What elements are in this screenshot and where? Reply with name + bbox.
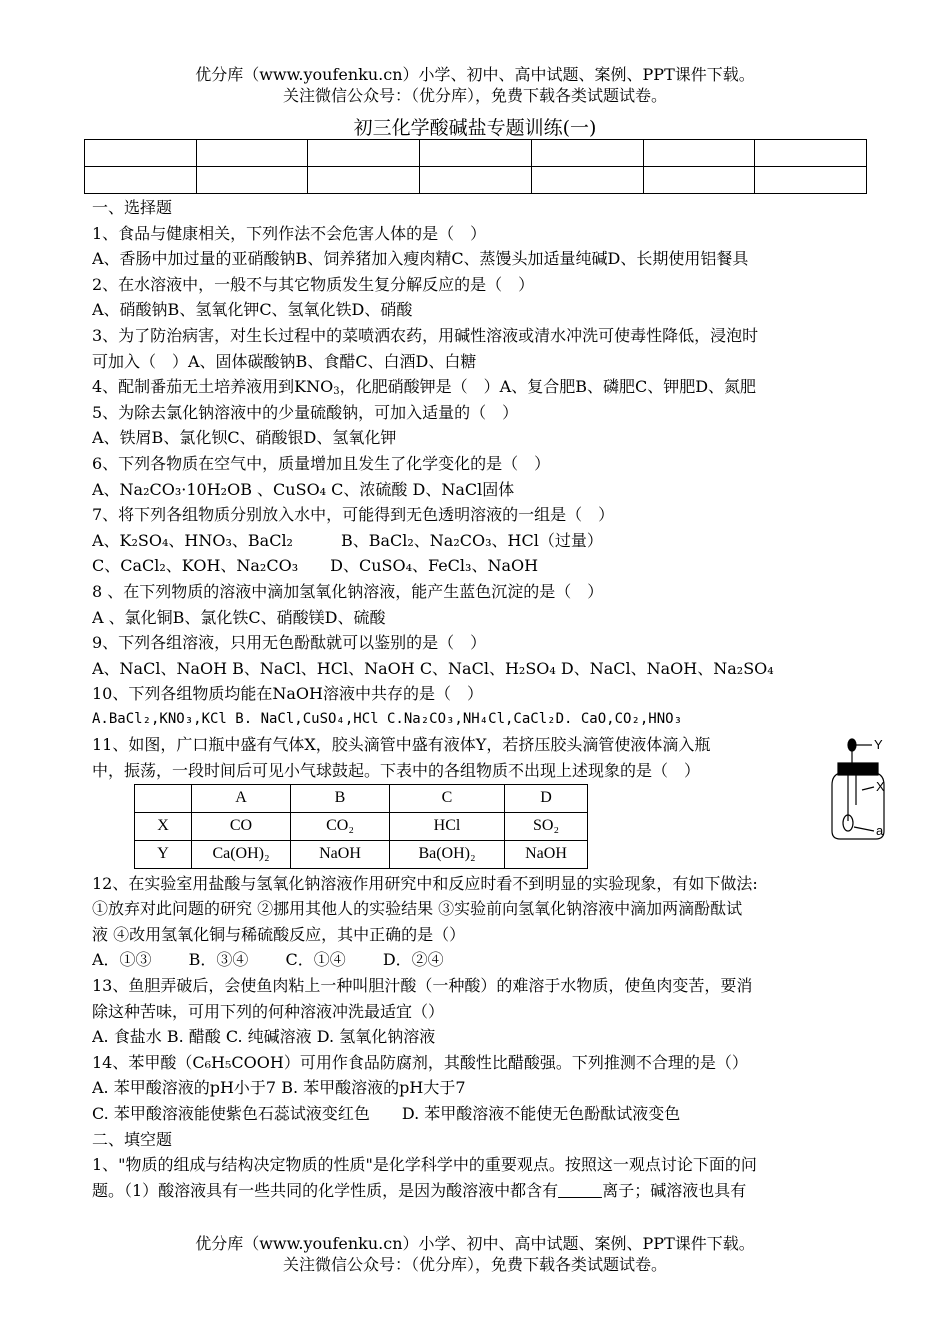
score-cell[interactable] — [420, 167, 532, 194]
score-cell[interactable] — [196, 167, 308, 194]
question-12: 12、在实验室用盐酸与氢氧化钠溶液作用研究中和反应时看不到明显的实验现象，有如下做法: — [92, 873, 758, 893]
question-4-text: 4、配制番茄无土培养液用到KNO — [92, 377, 334, 397]
score-cell[interactable] — [308, 167, 420, 194]
table-cell: C — [390, 784, 505, 812]
table-cell: HCl — [390, 812, 505, 840]
table-row — [135, 840, 588, 868]
table-cell: Ba(OH)₂ — [390, 840, 505, 868]
question-13: 13、鱼胆弄破后，会使鱼肉粘上一种叫胆汁酸（一种酸）的难溶于水物质，使鱼肉变苦，要消 — [92, 976, 753, 996]
question-9-options: A、NaCl、NaOH B、NaCl、HCl、NaOH C、NaCl、H₂SO₄ D、NaCl、NaOH、Na₂SO₄ — [92, 658, 774, 678]
header-line-1: 优分库（www.youfenku.cn）小学、初中、高中试题、案例、PPT课件下载。 — [195, 65, 755, 84]
score-table — [84, 139, 867, 194]
fill-question-1: 1、"物质的组成与结构决定物质的性质"是化学科学中的重要观点。按照这一观点讨论下面的问 — [92, 1155, 757, 1175]
question-2-options: A、硝酸钠B、氢氧化钾C、氢氧化铁D、硝酸 — [92, 300, 413, 320]
footer-line-2: 关注微信公众号：（优分库），免费下载各类试题试卷。 — [282, 1255, 667, 1274]
table-cell — [135, 784, 192, 812]
page-footer — [0, 1233, 950, 1275]
question-3-options: 可加入（ ）A、固体碳酸钠B、食醋C、白酒D、白糖 — [92, 351, 477, 371]
answer-blank[interactable] — [558, 1183, 602, 1198]
dropper-bulb — [848, 739, 856, 751]
footer-line-1: 优分库（www.youfenku.cn）小学、初中、高中试题、案例、PPT课件下载。 — [195, 1234, 755, 1253]
score-cell[interactable] — [531, 167, 643, 194]
question-1-options: A、香肠中加过量的亚硝酸钠B、饲养猪加入瘦肉精C、蒸馒头加适量纯碱D、长期使用铝餐具 — [92, 249, 749, 269]
table-cell: D — [505, 784, 588, 812]
score-cell[interactable] — [643, 140, 755, 167]
question-5-options: A、铁屑B、氯化钡C、硝酸银D、氢氧化钾 — [92, 428, 397, 448]
question-11-table — [134, 784, 588, 869]
score-cell[interactable] — [643, 167, 755, 194]
table-cell: B — [291, 784, 390, 812]
question-9: 9、下列各组溶液，只用无色酚酞就可以鉴别的是（ ） — [92, 633, 487, 653]
score-cell[interactable] — [531, 140, 643, 167]
question-10: 10、下列各组物质均能在NaOH溶液中共存的是（ ） — [92, 684, 483, 704]
score-row — [85, 167, 867, 194]
question-12-cont-2: 液 ④改用氢氧化铜与稀硫酸反应，其中正确的是（） — [92, 924, 466, 944]
header-line-2: 关注微信公众号：（优分库），免费下载各类试题试卷。 — [282, 86, 667, 105]
question-8: 8 、在下列物质的溶液中滴加氢氧化钠溶液，能产生蓝色沉淀的是（ ） — [92, 581, 604, 601]
question-11: 11、如图，广口瓶中盛有气体X，胶头滴管中盛有液体Y，若挤压胶头滴管使液体滴入瓶 — [92, 735, 711, 755]
score-row — [85, 140, 867, 167]
question-11-cont: 中，振荡，一段时间后可见小气球鼓起。下表中的各组物质不出现上述现象的是（ ） — [92, 761, 701, 781]
score-cell[interactable] — [420, 140, 532, 167]
question-13-options: A. 食盐水 B. 醋酸 C. 纯碱溶液 D. 氢氧化钠溶液 — [92, 1027, 436, 1047]
table-cell: Ca(OH)₂ — [192, 840, 291, 868]
table-cell: CO₂ — [291, 812, 390, 840]
question-4 — [92, 374, 862, 400]
question-4-options: ，化肥硝酸钾是（ ）A、复合肥B、磷肥C、钾肥D、氮肥 — [339, 377, 757, 397]
question-10-options: A.BaCl₂,KNO₃,KCl B. NaCl,CuSO₄,HCl C.Na₂CO₃,NH₄Cl,CaCl₂D. CaO,CO₂,HNO₃ — [92, 710, 683, 727]
score-cell[interactable] — [755, 167, 867, 194]
question-5: 5、为除去氯化钠溶液中的少量硫酸钠，可加入适量的（ ） — [92, 402, 519, 422]
table-cell: NaOH — [291, 840, 390, 868]
page-title: 初三化学酸碱盐专题训练(一) — [353, 117, 597, 139]
table-cell: SO₂ — [505, 812, 588, 840]
score-cell[interactable] — [196, 140, 308, 167]
question-7: 7、将下列各组物质分别放入水中，可能得到无色透明溶液的一组是（ ） — [92, 505, 615, 525]
question-3: 3、为了防治病害，对生长过程中的菜喷洒农药，用碱性溶液或清水冲洗可使毒性降低，浸泡时 — [92, 325, 759, 345]
question-12-cont: ①放弃对此问题的研究 ②挪用其他人的实验结果 ③实验前向氢氧化钠溶液中滴加两滴酚酞试 — [92, 899, 743, 919]
question-2: 2、在水溶液中，一般不与其它物质发生复分解反应的是（ ） — [92, 274, 535, 294]
question-14-options-ab: A. 苯甲酸溶液的pH小于7 B. 苯甲酸溶液的pH大于7 — [92, 1078, 466, 1098]
score-cell[interactable] — [755, 140, 867, 167]
score-cell[interactable] — [85, 167, 197, 194]
fill-text: 题。（1）酸溶液具有一些共同的化学性质，是因为酸溶液中都含有 — [92, 1180, 559, 1200]
question-7-options-ab: A、K₂SO₄、HNO₃、BaCl₂ B、BaCl₂、Na₂CO₃、HCl（过量） — [92, 530, 603, 550]
stopper — [838, 763, 878, 775]
gas-bottle-apparatus-diagram — [826, 735, 896, 845]
section-fill-heading: 二、填空题 — [92, 1129, 173, 1149]
leader-a — [854, 827, 874, 831]
question-13-cont: 除这种苦味，可用下列的何种溶液冲洗最适宜（） — [92, 1001, 445, 1021]
table-row — [135, 812, 588, 840]
table-cell: Y — [135, 840, 192, 868]
subscript: 3 — [333, 386, 340, 398]
question-14-options-cd: C. 苯甲酸溶液能使紫色石蕊试液变红色 D. 苯甲酸溶液不能使无色酚酞试液变色 — [92, 1104, 681, 1123]
label-y: Y — [874, 737, 883, 752]
question-12-options: A．①③ B．③④ C．①④ D．②④ — [92, 950, 444, 970]
page-header — [0, 64, 950, 106]
question-14: 14、苯甲酸（C₆H₅COOH）可用作食品防腐剂，其酸性比醋酸强。下列推测不合理的是（） — [92, 1052, 748, 1072]
fill-text: 离子；碱溶液也具有 — [602, 1180, 747, 1200]
question-6-options: A、Na₂CO₃·10H₂OB 、CuSO₄ C、浓硫酸 D、NaCl固体 — [92, 479, 515, 499]
question-content — [92, 195, 862, 1203]
label-x: X — [876, 779, 885, 794]
section-choice-heading: 一、选择题 — [92, 198, 173, 217]
question-6: 6、下列各物质在空气中，质量增加且发生了化学变化的是（ ） — [92, 453, 551, 473]
table-cell: X — [135, 812, 192, 840]
question-7-options-cd: C、CaCl₂、KOH、Na₂CO₃ D、CuSO₄、FeCl₃、NaOH — [92, 556, 539, 576]
question-8-options: A 、氯化铜B、氯化铁C、硝酸镁D、硫酸 — [92, 607, 386, 627]
table-cell: CO — [192, 812, 291, 840]
table-cell: A — [192, 784, 291, 812]
question-1: 1、食品与健康相关，下列作法不会危害人体的是（ ） — [92, 223, 487, 243]
table-row — [135, 784, 588, 812]
score-cell[interactable] — [308, 140, 420, 167]
fill-question-1-cont — [92, 1178, 862, 1204]
leader-x — [862, 787, 874, 790]
table-cell: NaOH — [505, 840, 588, 868]
label-a: a — [876, 823, 884, 838]
score-cell[interactable] — [85, 140, 197, 167]
